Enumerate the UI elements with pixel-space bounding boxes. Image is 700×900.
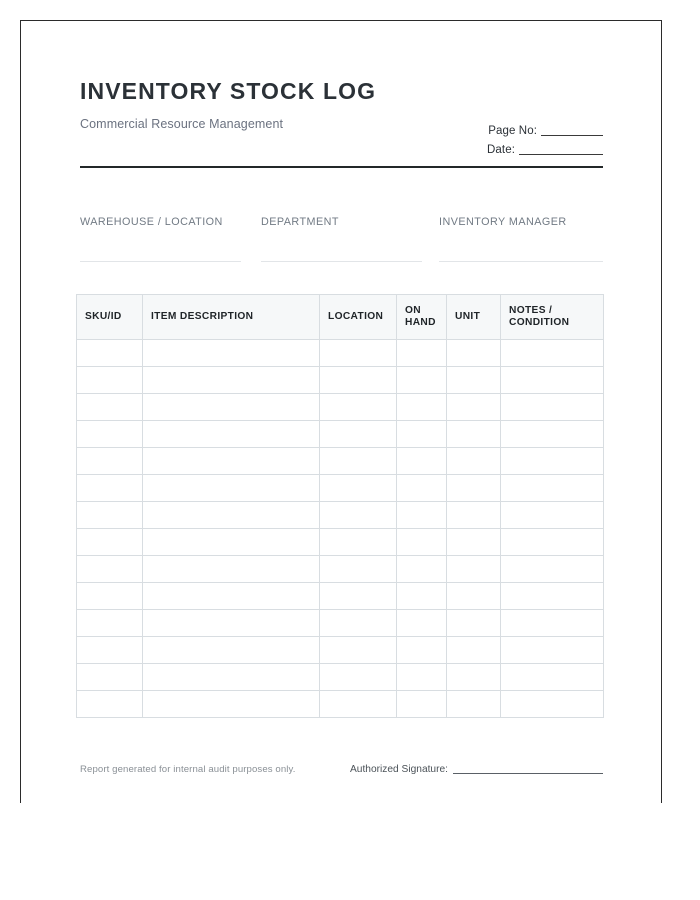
signature-field[interactable] xyxy=(453,773,603,774)
column-header-sku: SKU/ID xyxy=(77,295,143,340)
column-header-on-hand: ON HAND xyxy=(397,295,447,340)
cell-sku[interactable] xyxy=(77,664,143,691)
cell-description[interactable] xyxy=(143,340,320,367)
column-header-description: ITEM DESCRIPTION xyxy=(143,295,320,340)
cell-unit[interactable] xyxy=(447,502,501,529)
cell-notes[interactable] xyxy=(501,637,604,664)
cell-location[interactable] xyxy=(320,583,397,610)
cell-sku[interactable] xyxy=(77,475,143,502)
cell-unit[interactable] xyxy=(447,610,501,637)
cell-sku[interactable] xyxy=(77,637,143,664)
cell-location[interactable] xyxy=(320,529,397,556)
cell-location[interactable] xyxy=(320,421,397,448)
table-row xyxy=(77,529,604,556)
field-department-label: DEPARTMENT xyxy=(261,216,339,228)
cell-unit[interactable] xyxy=(447,583,501,610)
table-row xyxy=(77,610,604,637)
cell-on-hand[interactable] xyxy=(397,502,447,529)
footer-note: Report generated for internal audit purposes only. xyxy=(80,764,296,775)
cell-location[interactable] xyxy=(320,475,397,502)
field-inventory-manager xyxy=(439,216,603,228)
cell-description[interactable] xyxy=(143,637,320,664)
table-row xyxy=(77,475,604,502)
table-row xyxy=(77,664,604,691)
cell-notes[interactable] xyxy=(501,475,604,502)
table-row xyxy=(77,448,604,475)
column-header-location: LOCATION xyxy=(320,295,397,340)
cell-on-hand[interactable] xyxy=(397,691,447,718)
field-department-input[interactable] xyxy=(261,261,422,262)
table-row xyxy=(77,421,604,448)
cell-location[interactable] xyxy=(320,637,397,664)
table-row xyxy=(77,502,604,529)
table-row xyxy=(77,394,604,421)
cell-notes[interactable] xyxy=(501,367,604,394)
cell-notes[interactable] xyxy=(501,340,604,367)
document-sheet xyxy=(80,21,603,803)
table-row xyxy=(77,583,604,610)
table-header-row xyxy=(77,295,604,340)
cell-notes[interactable] xyxy=(501,502,604,529)
cell-sku[interactable] xyxy=(77,448,143,475)
page-no-row xyxy=(487,122,603,141)
cell-unit[interactable] xyxy=(447,394,501,421)
cell-sku[interactable] xyxy=(77,421,143,448)
cell-on-hand[interactable] xyxy=(397,610,447,637)
date-row xyxy=(487,141,603,160)
column-header-unit: UNIT xyxy=(447,295,501,340)
page-title: INVENTORY STOCK LOG xyxy=(80,78,377,104)
cell-sku[interactable] xyxy=(77,610,143,637)
cell-on-hand[interactable] xyxy=(397,367,447,394)
cell-unit[interactable] xyxy=(447,475,501,502)
field-inventory-manager-input[interactable] xyxy=(439,261,603,262)
cell-sku[interactable] xyxy=(77,583,143,610)
cell-notes[interactable] xyxy=(501,610,604,637)
cell-on-hand[interactable] xyxy=(397,556,447,583)
cell-location[interactable] xyxy=(320,448,397,475)
cell-sku[interactable] xyxy=(77,691,143,718)
cell-location[interactable] xyxy=(320,367,397,394)
table-header xyxy=(77,295,604,340)
cell-unit[interactable] xyxy=(447,340,501,367)
cell-on-hand[interactable] xyxy=(397,394,447,421)
cell-notes[interactable] xyxy=(501,421,604,448)
cell-location[interactable] xyxy=(320,502,397,529)
cell-on-hand[interactable] xyxy=(397,421,447,448)
cell-unit[interactable] xyxy=(447,556,501,583)
cell-description[interactable] xyxy=(143,421,320,448)
cell-on-hand[interactable] xyxy=(397,475,447,502)
cell-description[interactable] xyxy=(143,583,320,610)
inventory-stock-table xyxy=(76,294,604,718)
table-row xyxy=(77,556,604,583)
cell-description[interactable] xyxy=(143,691,320,718)
cell-unit[interactable] xyxy=(447,664,501,691)
cell-notes[interactable] xyxy=(501,691,604,718)
table-row xyxy=(77,637,604,664)
cell-notes[interactable] xyxy=(501,583,604,610)
cell-description[interactable] xyxy=(143,394,320,421)
date-label: Date: xyxy=(487,144,515,156)
page-no-label: Page No: xyxy=(488,125,537,137)
cell-on-hand[interactable] xyxy=(397,529,447,556)
cell-unit[interactable] xyxy=(447,421,501,448)
info-fields-group xyxy=(80,216,603,264)
cell-sku[interactable] xyxy=(77,394,143,421)
cell-on-hand[interactable] xyxy=(397,583,447,610)
cell-notes[interactable] xyxy=(501,556,604,583)
signature-label: Authorized Signature: xyxy=(350,764,448,775)
cell-location[interactable] xyxy=(320,664,397,691)
header-divider xyxy=(80,166,603,168)
document-meta xyxy=(487,122,603,160)
field-warehouse-location xyxy=(80,216,241,228)
cell-on-hand[interactable] xyxy=(397,340,447,367)
cell-sku[interactable] xyxy=(77,367,143,394)
cell-sku[interactable] xyxy=(77,529,143,556)
cell-description[interactable] xyxy=(143,556,320,583)
page-subtitle: Commercial Resource Management xyxy=(80,117,284,132)
field-warehouse-location-label: WAREHOUSE / LOCATION xyxy=(80,216,223,228)
cell-sku[interactable] xyxy=(77,340,143,367)
cell-notes[interactable] xyxy=(501,664,604,691)
cell-location[interactable] xyxy=(320,394,397,421)
cell-description[interactable] xyxy=(143,610,320,637)
cell-sku[interactable] xyxy=(77,502,143,529)
cell-description[interactable] xyxy=(143,475,320,502)
cell-location[interactable] xyxy=(320,610,397,637)
cell-on-hand[interactable] xyxy=(397,637,447,664)
cell-on-hand[interactable] xyxy=(397,448,447,475)
cell-description[interactable] xyxy=(143,502,320,529)
table-row xyxy=(77,367,604,394)
cell-unit[interactable] xyxy=(447,367,501,394)
page-no-field[interactable] xyxy=(541,135,603,136)
cell-notes[interactable] xyxy=(501,394,604,421)
field-warehouse-location-input[interactable] xyxy=(80,261,241,262)
document-footer xyxy=(80,764,603,784)
table-row xyxy=(77,691,604,718)
cell-notes[interactable] xyxy=(501,529,604,556)
cell-description[interactable] xyxy=(143,664,320,691)
field-inventory-manager-label: INVENTORY MANAGER xyxy=(439,216,567,228)
cell-description[interactable] xyxy=(143,367,320,394)
cell-location[interactable] xyxy=(320,691,397,718)
cell-notes[interactable] xyxy=(501,448,604,475)
signature-block xyxy=(350,764,603,775)
page-frame xyxy=(20,20,662,803)
cell-unit[interactable] xyxy=(447,637,501,664)
table-row xyxy=(77,340,604,367)
table-body xyxy=(77,340,604,718)
cell-description[interactable] xyxy=(143,529,320,556)
cell-description[interactable] xyxy=(143,448,320,475)
date-field[interactable] xyxy=(519,154,603,155)
cell-unit[interactable] xyxy=(447,691,501,718)
cell-location[interactable] xyxy=(320,556,397,583)
document-masthead xyxy=(80,79,603,167)
cell-location[interactable] xyxy=(320,340,397,367)
field-department xyxy=(261,216,422,228)
column-header-notes: NOTES / CONDITION xyxy=(501,295,604,340)
cell-sku[interactable] xyxy=(77,556,143,583)
cell-on-hand[interactable] xyxy=(397,664,447,691)
cell-unit[interactable] xyxy=(447,448,501,475)
cell-unit[interactable] xyxy=(447,529,501,556)
